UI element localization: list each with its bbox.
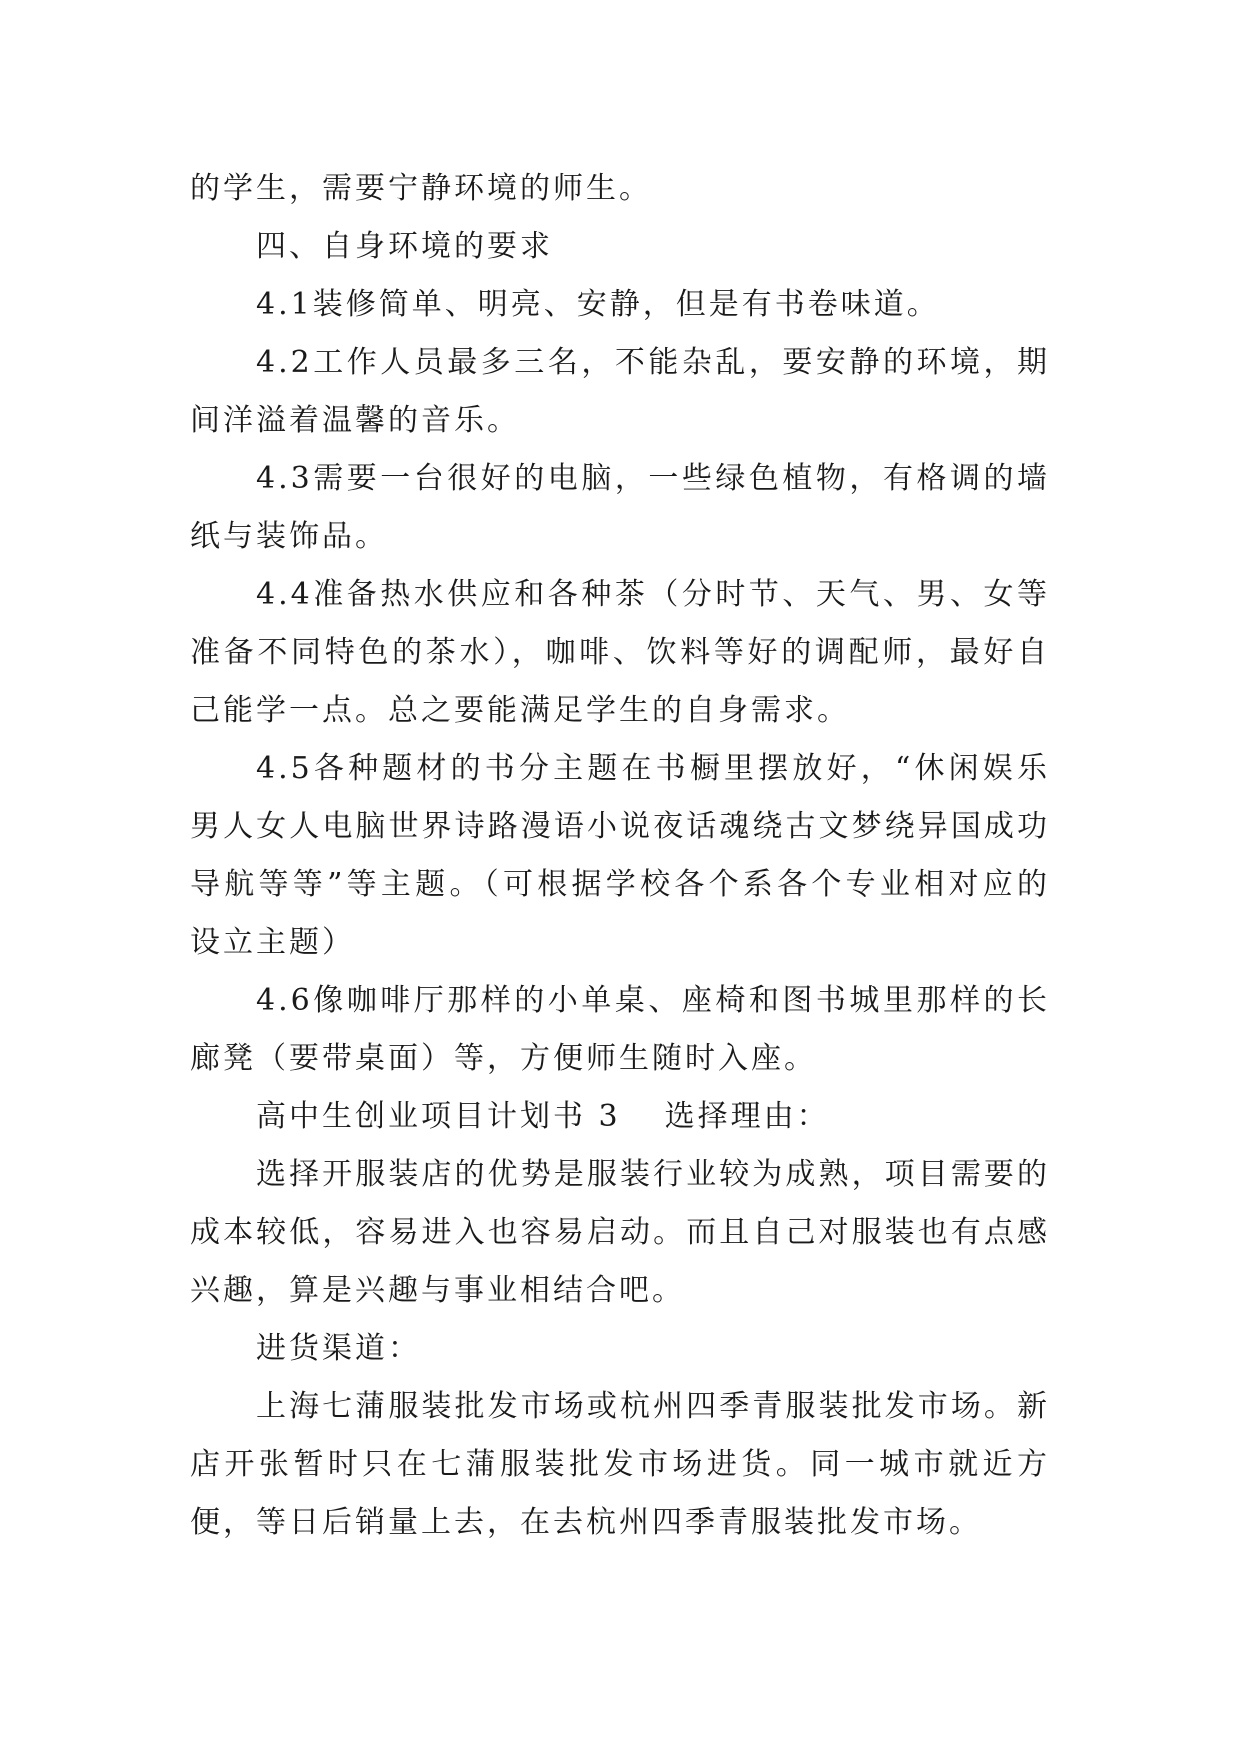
plan-label: 选择理由： xyxy=(664,1099,830,1134)
section-heading-four: 四、自身环境的要求 xyxy=(256,229,553,264)
paragraph-channel-heading: 进货渠道： xyxy=(256,1331,421,1366)
paragraph-channel: 上海七蒲服装批发市场或杭州四季青服装批发市场。新店开张暂时只在七蒲服装批发市场进货。同一城市就近方便，等日后销量上去，在去杭州四季青服装批发市场。 xyxy=(190,1389,1050,1540)
paragraph-4-6: 4.6像咖啡厅那样的小单桌、座椅和图书城里那样的长廊凳（要带桌面）等，方便师生随时入座。 xyxy=(190,983,1050,1076)
paragraph-4-3: 4.3需要一台很好的电脑，一些绿色植物，有格调的墙纸与装饰品。 xyxy=(190,461,1050,554)
plan-heading-line xyxy=(190,1088,1050,1146)
paragraph-continuation: 的学生，需要宁静环境的师生。 xyxy=(190,171,652,206)
paragraph-reason: 选择开服装店的优势是服装行业较为成熟，项目需要的成本较低，容易进入也容易启动。而且自己对服装也有点感兴趣，算是兴趣与事业相结合吧。 xyxy=(190,1157,1050,1308)
paragraph-4-4: 4.4准备热水供应和各种茶（分时节、天气、男、女等准备不同特色的茶水），咖啡、饮料等好的调配师，最好自己能学一点。总之要能满足学生的自身需求。 xyxy=(190,577,1050,728)
plan-title: 高中生创业项目计划书 3 xyxy=(256,1099,621,1134)
paragraph-4-1: 4.1装修简单、明亮、安静，但是有书卷味道。 xyxy=(256,287,940,322)
paragraph-4-5: 4.5各种题材的书分主题在书橱里摆放好，“休闲娱乐男人女人电脑世界诗路漫语小说夜话魂绕古文梦绕异国成功导航等等”等主题。（可根据学校各个系各个专业相对应的设立主题） xyxy=(190,751,1050,960)
document-body xyxy=(190,160,1050,1552)
paragraph-4-2: 4.2工作人员最多三名，不能杂乱，要安静的环境，期间洋溢着温馨的音乐。 xyxy=(190,345,1050,438)
